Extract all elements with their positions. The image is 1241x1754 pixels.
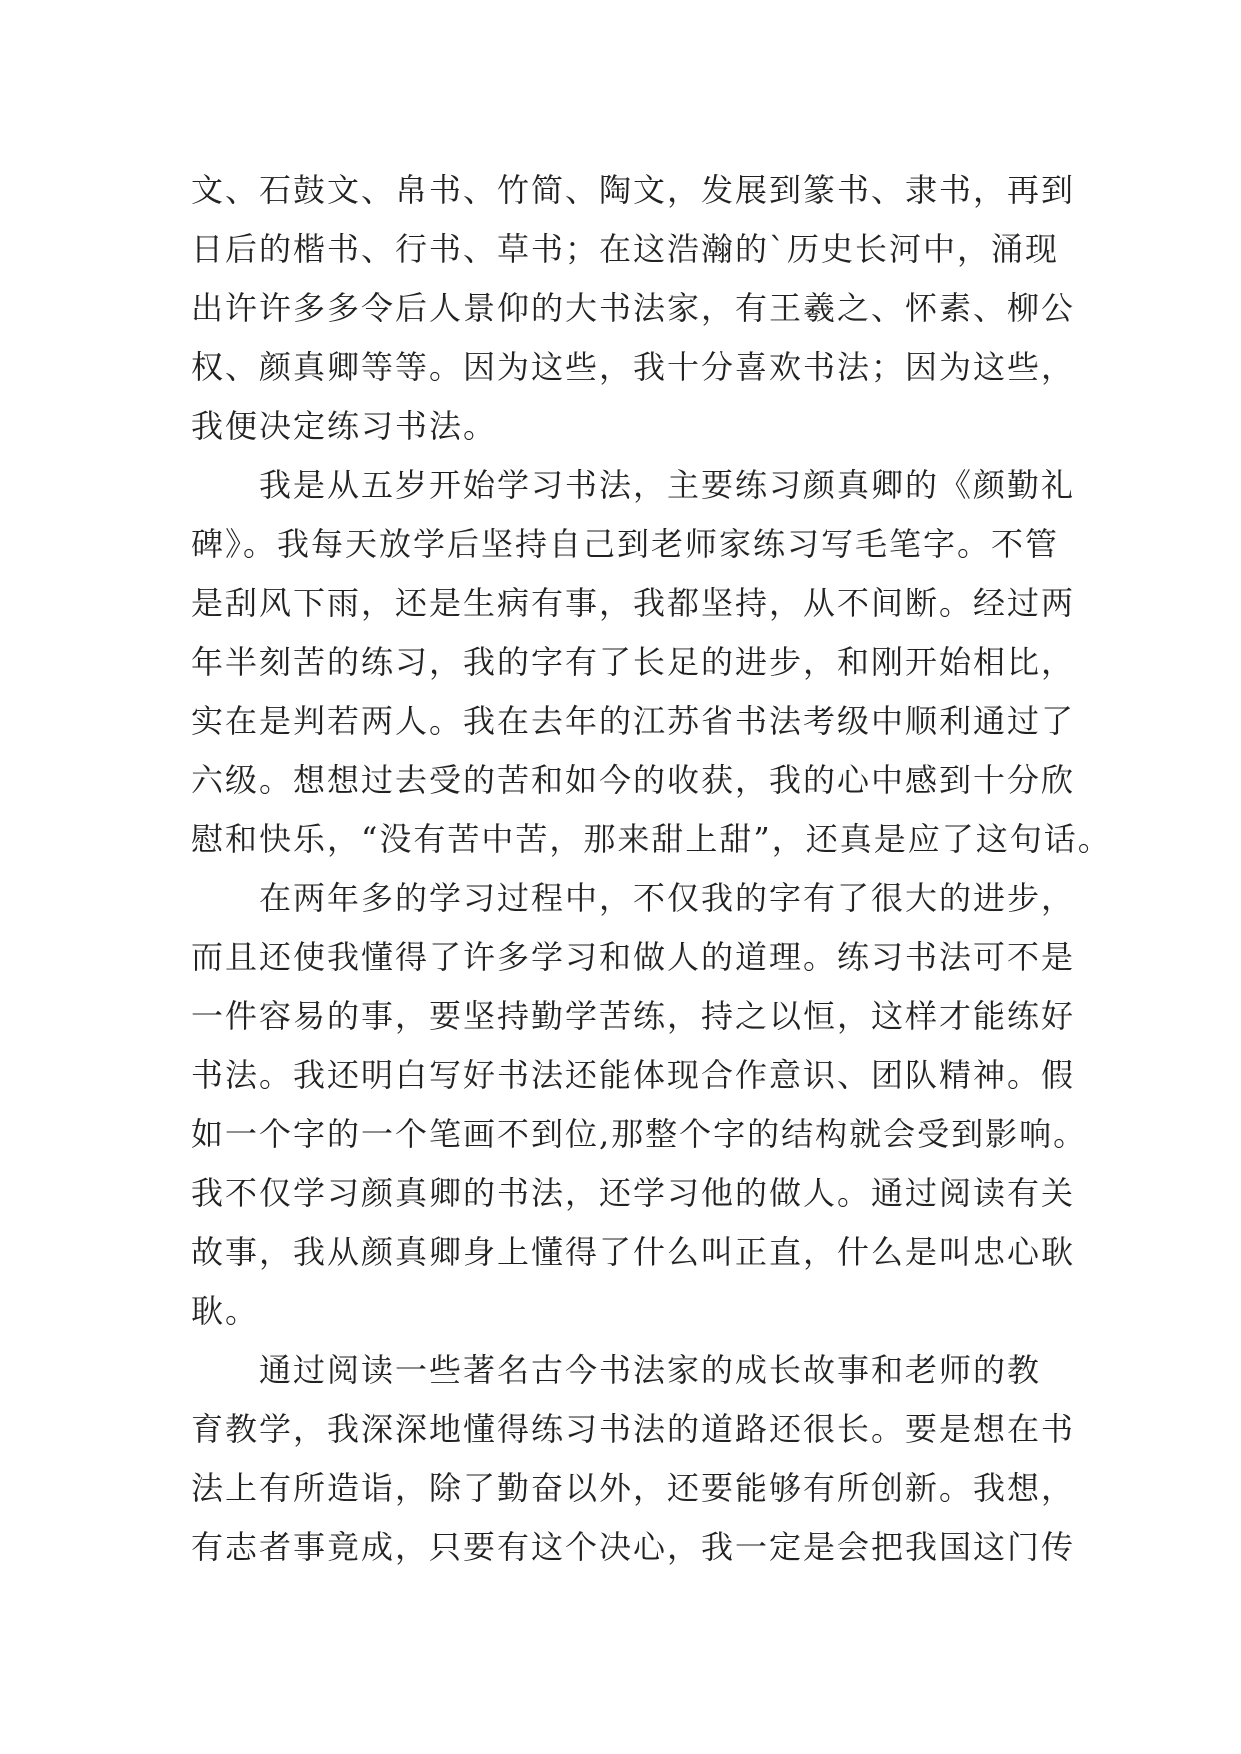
text-line: 实在是判若两人。我在去年的江苏省书法考级中顺利通过了	[191, 702, 1076, 740]
text-line: 碑》。我每天放学后坚持自己到老师家练习写毛笔字。不管	[191, 525, 1060, 563]
text-line: 是刮风下雨，还是生病有事，我都坚持，从不间断。经过两	[191, 584, 1076, 622]
text-line: 有志者事竟成，只要有这个决心，我一定是会把我国这门传	[191, 1528, 1076, 1566]
text-line: 如一个字的一个笔画不到位,那整个字的结构就会受到影响。	[191, 1115, 1088, 1153]
text-line: 六级。想想过去受的苦和如今的收获，我的心中感到十分欣	[191, 761, 1076, 799]
text-line: 一件容易的事，要坚持勤学苦练，持之以恒，这样才能练好	[191, 997, 1076, 1035]
paragraph	[191, 1341, 1076, 1577]
text-line: 我是从五岁开始学习书法，主要练习颜真卿的《颜勤礼	[191, 466, 1076, 504]
text-line: 故事，我从颜真卿身上懂得了什么叫正直，什么是叫忠心耿	[191, 1233, 1076, 1271]
text-line: 出许许多多令后人景仰的大书法家，有王羲之、怀素、柳公	[191, 289, 1076, 327]
text-line: 我不仅学习颜真卿的书法，还学习他的做人。通过阅读有关	[191, 1174, 1076, 1212]
paragraph	[191, 456, 1112, 869]
paragraph	[191, 161, 1076, 456]
text-line: 文、石鼓文、帛书、竹简、陶文，发展到篆书、隶书，再到	[191, 171, 1076, 209]
text-line: 耿。	[191, 1292, 260, 1330]
text-line: 日后的楷书、行书、草书；在这浩瀚的`历史长河中，涌现	[191, 230, 1060, 268]
text-line: 在两年多的学习过程中，不仅我的字有了很大的进步，	[191, 879, 1076, 917]
text-line: 权、颜真卿等等。因为这些，我十分喜欢书法；因为这些，	[191, 348, 1076, 386]
text-line: 书法。我还明白写好书法还能体现合作意识、团队精神。假	[191, 1056, 1076, 1094]
text-line: 我便决定练习书法。	[191, 407, 498, 445]
paragraph	[191, 869, 1088, 1341]
text-line: 而且还使我懂得了许多学习和做人的道理。练习书法可不是	[191, 938, 1076, 976]
text-line: 法上有所造诣，除了勤奋以外，还要能够有所创新。我想，	[191, 1469, 1076, 1507]
text-line: 年半刻苦的练习，我的字有了长足的进步，和刚开始相比，	[191, 643, 1076, 681]
document-body	[191, 161, 1112, 1577]
text-line: 育教学，我深深地懂得练习书法的道路还很长。要是想在书	[191, 1410, 1076, 1448]
text-line: 通过阅读一些著名古今书法家的成长故事和老师的教	[191, 1351, 1042, 1389]
text-line: 慰和快乐，“没有苦中苦，那来甜上甜”，还真是应了这句话。	[191, 820, 1112, 858]
